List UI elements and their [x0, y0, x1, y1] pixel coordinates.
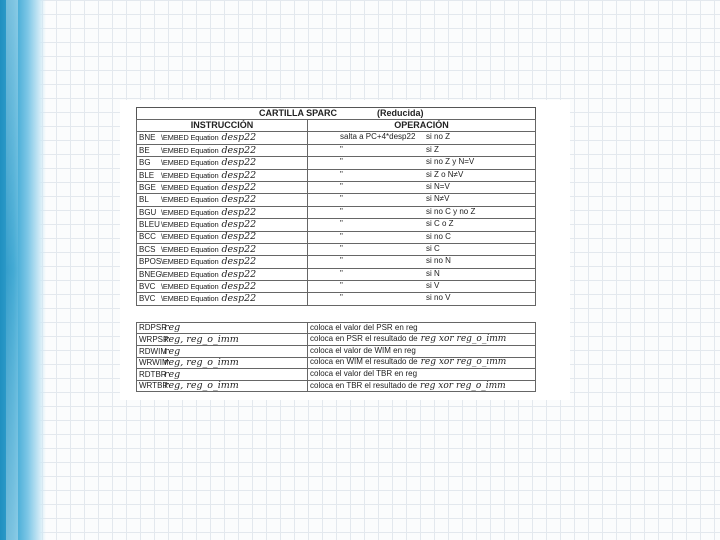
instruction-mnemonic: BNE [139, 133, 156, 143]
equation-operand: reg, reg_o_imm [164, 380, 239, 392]
equation-operand: desp22 [221, 181, 257, 193]
operation-cell [308, 181, 536, 193]
equation-operand: desp22 [221, 268, 257, 280]
operation-cell [308, 334, 536, 346]
operation-action: " [340, 157, 343, 167]
operation-condition: si C [426, 243, 440, 253]
instruction-cell [137, 322, 308, 334]
instruction-cell [137, 243, 308, 255]
decorative-side-band [0, 0, 46, 540]
embed-field-code: \EMBED Equation [161, 133, 219, 143]
instruction-mnemonic: BGE [139, 182, 156, 192]
header-instruction: INSTRUCCIÓN [137, 120, 308, 132]
table-row [137, 219, 536, 231]
operation-action: " [340, 206, 343, 216]
table-row [137, 194, 536, 206]
embed-field-code: \EMBED Equation [161, 158, 219, 168]
embed-field-code: \EMBED Equation [161, 145, 219, 155]
instruction-cell [137, 380, 308, 392]
instruction-cell [137, 334, 308, 346]
operation-equation: reg xor reg_o_imm [420, 334, 507, 345]
operation-action: " [340, 256, 343, 266]
equation-operand: desp22 [221, 206, 257, 218]
equation-operand: desp22 [221, 219, 257, 231]
operation-cell [308, 369, 536, 381]
equation-operand: desp22 [221, 256, 257, 268]
table-row [137, 334, 536, 346]
equation-operand: desp22 [221, 243, 257, 255]
table-row [137, 293, 536, 305]
equation-operand: desp22 [221, 132, 257, 144]
operation-cell [308, 268, 536, 280]
instruction-mnemonic: BVC [139, 282, 156, 292]
operation-condition: si N [426, 268, 440, 278]
equation-operand: desp22 [221, 231, 257, 243]
operation-cell [308, 322, 536, 334]
equation-operand: reg [164, 345, 181, 357]
instruction-mnemonic: BLE [139, 170, 155, 180]
instruction-mnemonic: BCS [139, 244, 156, 254]
instruction-cell [137, 369, 308, 381]
instruction-mnemonic: RDWIM [139, 346, 167, 356]
instruction-cell [137, 144, 308, 156]
instruction-mnemonic: BPOS [139, 257, 162, 267]
table-row [137, 144, 536, 156]
table-row [137, 231, 536, 243]
table-row [137, 380, 536, 392]
embed-field-code: \EMBED Equation [161, 294, 219, 304]
table-row [137, 369, 536, 381]
operation-condition: si Z [426, 144, 439, 154]
operation-equation: reg xor reg_o_imm [420, 357, 507, 368]
instruction-mnemonic: BCC [139, 232, 156, 242]
operation-condition: si V [426, 281, 440, 291]
operation-cell [308, 346, 536, 358]
operation-cell [308, 169, 536, 181]
equation-operand: desp22 [221, 144, 257, 156]
table-row [137, 346, 536, 358]
operation-condition: si Z o N≠V [426, 169, 464, 179]
table-row [137, 157, 536, 169]
operation-text: coloca el valor del PSR en reg [310, 322, 418, 332]
table-row [137, 268, 536, 280]
instruction-cell [137, 132, 308, 144]
operation-action: " [340, 268, 343, 278]
embed-field-code: \EMBED Equation [161, 220, 219, 230]
equation-operand: desp22 [221, 194, 257, 206]
operation-action: " [340, 169, 343, 179]
branch-table [136, 119, 536, 306]
equation-operand: desp22 [221, 157, 257, 169]
register-table [136, 322, 536, 393]
operation-cell [308, 243, 536, 255]
instruction-cell [137, 194, 308, 206]
equation-operand: reg, reg_o_imm [164, 334, 239, 345]
instruction-mnemonic: BG [139, 158, 151, 168]
operation-cell [308, 380, 536, 392]
operation-condition: si no Z y N=V [426, 157, 475, 167]
table-row [137, 281, 536, 293]
instruction-mnemonic: RDPSR [139, 323, 168, 333]
instruction-cell [137, 231, 308, 243]
operation-action: " [340, 144, 343, 154]
embed-field-code: \EMBED Equation [161, 257, 219, 267]
table-row [137, 132, 536, 144]
instruction-mnemonic: BE [139, 145, 150, 155]
equation-operand: reg [164, 322, 181, 334]
operation-cell [308, 357, 536, 369]
operation-action: " [340, 181, 343, 191]
instruction-cell [137, 268, 308, 280]
equation-operand: desp22 [221, 169, 257, 181]
equation-operand: desp22 [221, 281, 257, 293]
operation-condition: si N=V [426, 181, 450, 191]
operation-action: " [340, 194, 343, 204]
operation-text: coloca en PSR el resultado de [310, 334, 418, 344]
embed-field-code: \EMBED Equation [161, 182, 219, 192]
instruction-mnemonic: BVC [139, 294, 156, 304]
header-operation: OPERACIÓN [308, 120, 536, 132]
table-row [137, 169, 536, 181]
operation-text: coloca el valor del TBR en reg [310, 369, 418, 379]
instruction-cell [137, 157, 308, 169]
instruction-cell [137, 293, 308, 305]
embed-field-code: \EMBED Equation [161, 232, 219, 242]
operation-equation: reg xor reg_o_imm [420, 380, 506, 391]
operation-cell [308, 206, 536, 218]
embed-field-code: \EMBED Equation [161, 195, 219, 205]
equation-operand: reg [164, 368, 181, 380]
embed-field-code: \EMBED Equation [161, 244, 219, 254]
operation-cell [308, 293, 536, 305]
embed-field-code: \EMBED Equation [161, 170, 219, 180]
operation-condition: si no Z [426, 132, 451, 142]
table-row [137, 243, 536, 255]
embed-field-code: \EMBED Equation [161, 282, 219, 292]
operation-condition: si C o Z [426, 219, 454, 229]
table-header-row [137, 120, 536, 132]
operation-cell [308, 132, 536, 144]
operation-action: " [340, 231, 343, 241]
sheet-subtitle: (Reducida) [377, 108, 424, 118]
table-row [137, 206, 536, 218]
instruction-cell [137, 206, 308, 218]
instruction-cell [137, 357, 308, 369]
operation-cell [308, 281, 536, 293]
instruction-mnemonic: WRTBR [139, 381, 169, 391]
equation-operand: reg, reg_o_imm [164, 357, 239, 369]
instruction-mnemonic: WRWIM [139, 358, 169, 368]
instruction-mnemonic: RDTBR [139, 369, 167, 379]
register-table-body [137, 322, 536, 392]
instruction-cell [137, 281, 308, 293]
equation-operand: desp22 [221, 293, 257, 305]
operation-cell [308, 231, 536, 243]
embed-field-code: \EMBED Equation [161, 207, 219, 217]
instruction-cell [137, 219, 308, 231]
sheet-title: CARTILLA SPARC [259, 108, 337, 118]
operation-cell [308, 219, 536, 231]
table-row [137, 181, 536, 193]
embed-field-code: \EMBED Equation [161, 269, 219, 279]
table-gap [136, 306, 536, 322]
instruction-cell [137, 181, 308, 193]
branch-table-body [137, 132, 536, 305]
instruction-cell [137, 169, 308, 181]
operation-cell [308, 157, 536, 169]
instruction-cell [137, 346, 308, 358]
table-row [137, 322, 536, 334]
instruction-mnemonic: BGU [139, 207, 157, 217]
instruction-mnemonic: BL [139, 195, 149, 205]
operation-condition: si no N [426, 256, 451, 266]
table-row [137, 256, 536, 268]
sheet-title-row [136, 107, 536, 119]
operation-cell [308, 194, 536, 206]
table-row [137, 357, 536, 369]
operation-cell [308, 256, 536, 268]
operation-condition: si N≠V [426, 194, 450, 204]
operation-condition: si no C [426, 231, 451, 241]
instruction-mnemonic: BLEU [139, 220, 160, 230]
instruction-mnemonic: WRPSR [139, 335, 169, 344]
operation-action: " [340, 293, 343, 303]
operation-condition: si no C y no Z [426, 206, 476, 216]
operation-text: coloca en TBR el resultado de [310, 380, 418, 390]
operation-condition: si no V [426, 293, 451, 303]
sparc-reference-sheet [136, 107, 536, 392]
operation-action: " [340, 281, 343, 291]
operation-action: " [340, 219, 343, 229]
operation-text: coloca en WIM el resultado de [310, 357, 418, 367]
instruction-cell [137, 256, 308, 268]
operation-action: " [340, 243, 343, 253]
operation-cell [308, 144, 536, 156]
operation-text: coloca el valor de WIM en reg [310, 345, 416, 355]
operation-action: salta a PC+4*desp22 [340, 132, 416, 142]
instruction-mnemonic: BNEG [139, 269, 162, 279]
